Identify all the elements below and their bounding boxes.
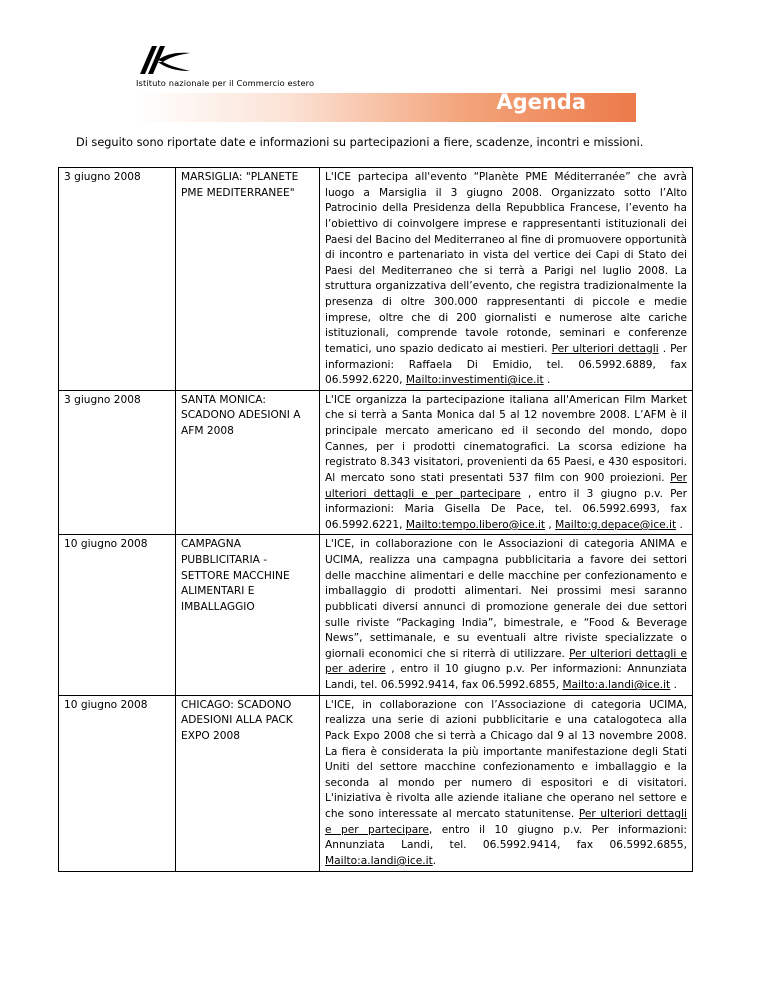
description-end: . (670, 679, 677, 691)
event-title: MARSIGLIA: "PLANETE PME MEDITERRANEE" (176, 168, 320, 391)
contact-text: , entro il 10 giugno p.v. Per informazioni: Annunziata Landi, tel. 06.5992.9414, fax 06.5992.6855, (325, 823, 687, 852)
agenda-banner (136, 90, 636, 122)
details-link[interactable]: Per ulteriori dettagli e per partecipare (325, 808, 687, 836)
table-row (59, 535, 693, 695)
contact-text: , entro il 10 giugno p.v. Per informazioni: Annunziata Landi, tel. 06.5992.9414, fax 06.5992.6855, (325, 663, 687, 691)
description-text: L'ICE organizza la partecipazione italiana all'American Film Market che si terrà a Santa Monica dal 5 al 12 novembre 2008. L’AFM è il principale mercato americano ed il secondo del mondo, dopo Cannes, per i prodotti cinematografici. La scorsa edizione ha registrato 8.343 visitatori, provenienti da 65 Paesi, e 430 espositori. Al mercato sono stati presentati 537 film con 900 proiezioni. (325, 393, 687, 484)
event-title: SANTA MONICA: SCADONO ADESIONI A AFM 2008 (176, 390, 320, 535)
description-text: L'ICE, in collaborazione con l’Associazione di categoria UCIMA, realizza una serie di azioni pubblicitarie e una catalogoteca alla Pack Expo 2008 che si terrà a Chicago dal 9 al 13 novembre 2008. La fiera è considerata la più importante manifestazione degli Stati Uniti del settore macchine confezionamento e imballaggio e la seconda al mondo per numero di espositori e di visitatori. L'iniziativa è rivolta alle aziende italiane che operano nel settore e che sono interessate al mercato statunitense. (325, 698, 687, 820)
link-separator: , (545, 518, 556, 531)
description-end: . (676, 518, 683, 531)
event-title: CHICAGO: SCADONO ADESIONI ALLA PACK EXPO 2008 (176, 695, 320, 871)
email-link[interactable]: Mailto:investimenti@ice.it (405, 374, 544, 387)
contact-text: . Per informazioni: Raffaela Di Emidio, tel. 06.5992.6889, fax 06.5992.6220, (325, 342, 687, 387)
table-row (59, 168, 693, 391)
description-end: . (432, 854, 437, 867)
event-date: 3 giugno 2008 (59, 168, 176, 391)
banner-title: Agenda (496, 90, 586, 114)
ice-logo-icon (136, 44, 196, 76)
table-row (59, 695, 693, 871)
event-description (320, 535, 693, 695)
event-date: 10 giugno 2008 (59, 695, 176, 871)
description-end: . (543, 374, 551, 387)
email-link-secondary[interactable]: Mailto:g.depace@ice.it (555, 518, 677, 531)
header (136, 44, 636, 124)
details-link[interactable]: Per ulteriori dettagli e per partecipare (325, 471, 687, 500)
event-date: 3 giugno 2008 (59, 390, 176, 535)
email-link[interactable]: Mailto:a.landi@ice.it (325, 854, 433, 867)
email-link[interactable]: Mailto:tempo.libero@ice.it (405, 518, 546, 531)
event-description (320, 390, 693, 535)
event-description (320, 695, 693, 871)
details-link[interactable]: Per ulteriori dettagli e per aderire (325, 647, 687, 676)
email-link[interactable]: Mailto:a.landi@ice.it (562, 679, 671, 691)
details-link[interactable]: Per ulteriori dettagli (551, 342, 659, 355)
description-text: L'ICE partecipa all'evento “Planète PME Méditerranée” che avrà luogo a Marsiglia il 3 giugno 2008. Organizzato sotto l’Alto Patrocinio della Presidenza della Repubblica Francese, l’evento ha l’obiettivo di coinvolgere imprese e rappresentanti istituzionali dei Paesi del Bacino del Mediterraneo al fine di promuovere opportunità di incontro e partenariato in vista del vertice dei Capi di Stato dei Paesi del Mediterraneo che si terrà a Parigi nel luglio 2008. La struttura organizzativa dell’evento, che registra tradizionalmente la presenza di oltre 300.000 rappresentanti di piccole e medie imprese, oltre che di 200 giornalisti e numerose alte cariche istituzionali, comprende tavole rotonde, seminari e conferenze tematici, uno spazio dedicato ai mestieri. (325, 171, 687, 355)
event-description (320, 168, 693, 391)
contact-text: , entro il 3 giugno p.v. Per informazioni: Maria Gisella De Pace, tel. 06.5992.6993, fax 06.5992.6221, (325, 487, 687, 531)
description-text: L'ICE, in collaborazione con le Associazioni di categoria ANIMA e UCIMA, realizza una campagna pubblicitaria a favore dei settori delle macchine alimentari e delle macchine per confezionamento e imballaggio di prodotti alimentari. Nei prossimi mesi saranno pubblicati diversi annunci di promozione generale dei due settori sulle riviste “Packaging India”, bimestrale, e “Food & Beverage News”, settimanale, e su eventuali altre riviste specializzate o giornali economici che si riterrà di utilizzare. (325, 538, 687, 660)
table-row (59, 390, 693, 535)
organization-name: Istituto nazionale per il Commercio estero (136, 78, 315, 88)
event-date: 10 giugno 2008 (59, 535, 176, 695)
intro-text: Di seguito sono riportate date e informazioni su partecipazioni a fiere, scadenze, incontri e missioni. (76, 136, 644, 149)
event-title: CAMPAGNA PUBBLICITARIA - SETTORE MACCHINE ALIMENTARI E IMBALLAGGIO (176, 535, 320, 695)
agenda-table (58, 167, 693, 872)
